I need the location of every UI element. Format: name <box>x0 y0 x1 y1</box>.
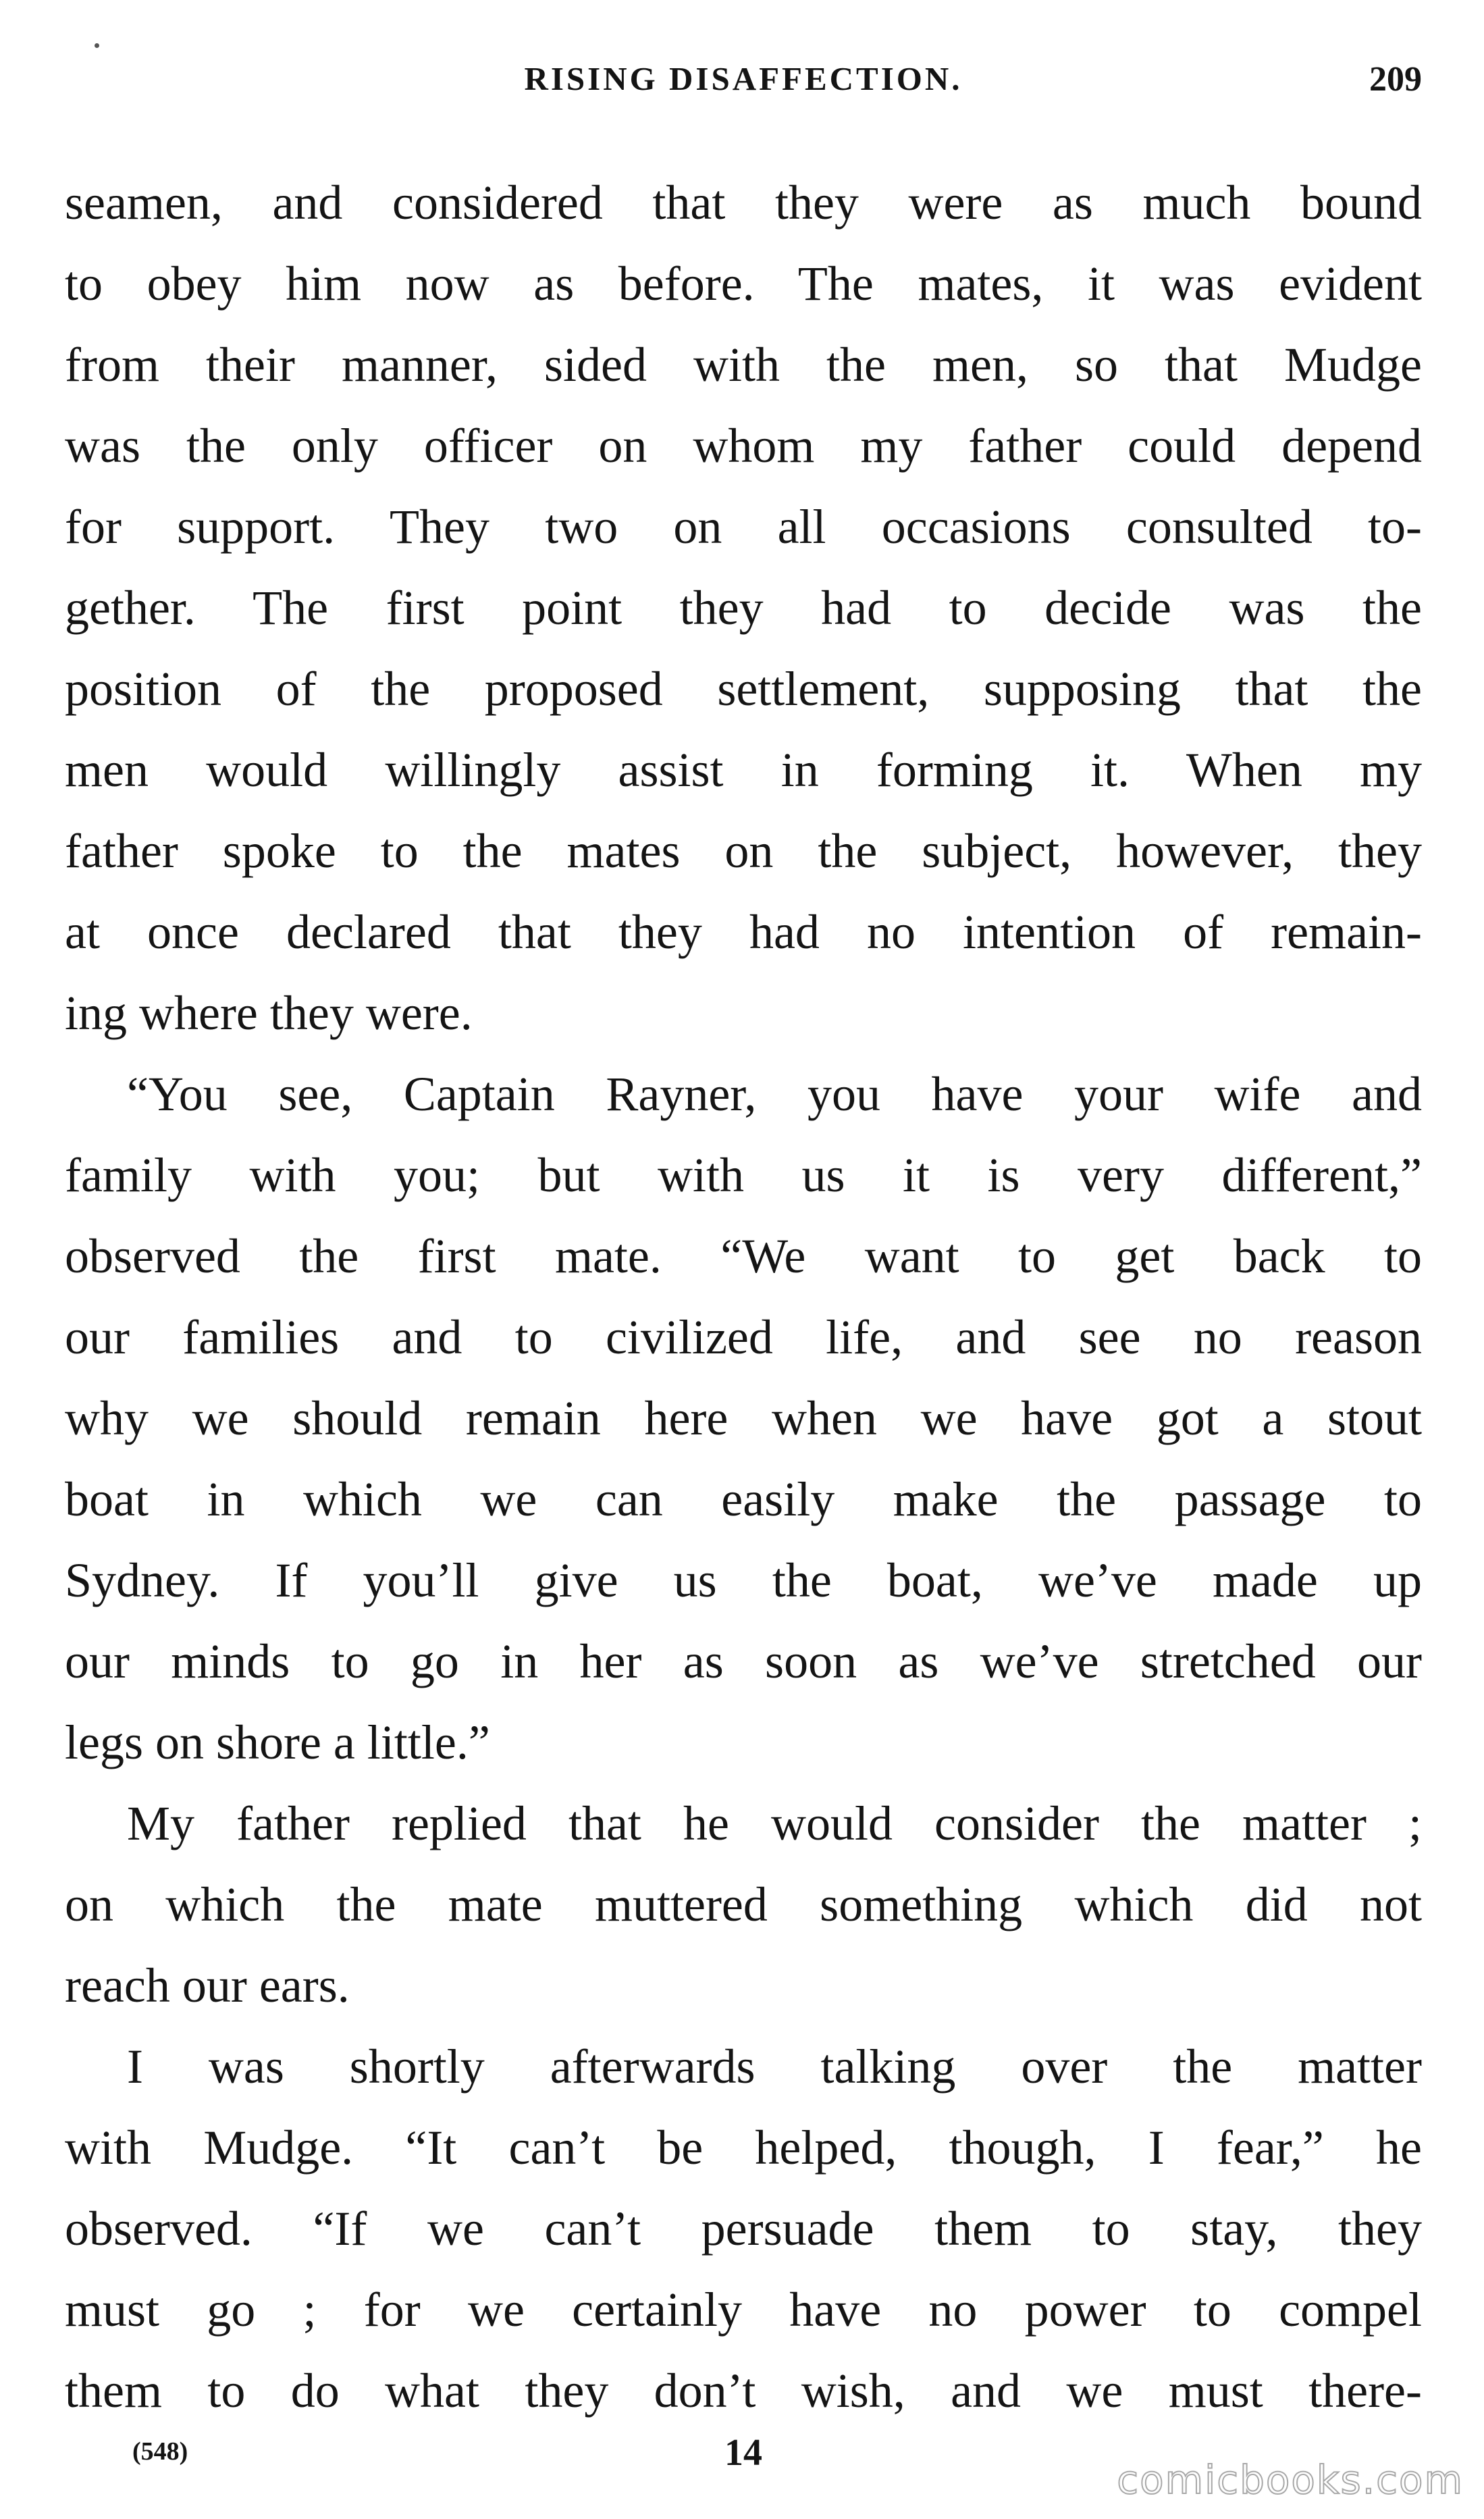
running-head <box>65 59 1422 113</box>
text-line: at once declared that they had no intention of remain- <box>65 905 1422 959</box>
text-line: was the only officer on whom my father could depend <box>65 419 1422 473</box>
text-line: Sydney. If you’ll give us the boat, we’ve made up <box>65 1553 1422 1607</box>
text-line: with Mudge. “It can’t be helped, though, I fear,” he <box>65 2121 1422 2175</box>
print-speck <box>95 43 99 48</box>
text-line: reach our ears. <box>65 1958 350 2012</box>
text-line: for support. They two on all occasions consulted to- <box>65 500 1422 554</box>
text-line: ing where they were. <box>65 986 473 1040</box>
text-line: on which the mate muttered something which did not <box>65 1877 1422 1931</box>
paragraph-4 <box>65 2026 1422 2431</box>
text-line: men would willingly assist in forming it. When my <box>65 743 1422 797</box>
running-title: RISING DISAFFECTION. <box>524 60 963 97</box>
page-number: 209 <box>1369 60 1422 99</box>
text-line: observed the first mate. “We want to get back to <box>65 1229 1422 1283</box>
signature-mark: (548) <box>132 2437 188 2466</box>
text-line: our minds to go in her as soon as we’ve stretched our <box>65 1634 1422 1688</box>
text-line: I was shortly afterwards talking over the matter <box>127 2040 1422 2094</box>
text-line: family with you; but with us it is very different,” <box>65 1148 1422 1202</box>
text-line: father spoke to the mates on the subject, however, they <box>65 824 1422 878</box>
text-line: why we should remain here when we have got a stout <box>65 1391 1422 1445</box>
paragraph-3 <box>65 1783 1422 2026</box>
text-line: observed. “If we can’t persuade them to stay, they <box>65 2202 1422 2256</box>
text-line: boat in which we can easily make the passage to <box>65 1472 1422 1526</box>
text-line: to obey him now as before. The mates, it was evident <box>65 257 1422 311</box>
text-line: position of the proposed settlement, supposing that the <box>65 662 1422 716</box>
text-line: must go ; for we certainly have no power to compel <box>65 2283 1422 2337</box>
text-line: from their manner, sided with the men, so that Mudge <box>65 338 1422 392</box>
paragraph-1 <box>65 162 1422 1054</box>
text-line: our families and to civilized life, and see no reason <box>65 1310 1422 1364</box>
text-line: them to do what they don’t wish, and we must there- <box>65 2364 1422 2418</box>
text-line: seamen, and considered that they were as much bound <box>65 176 1422 230</box>
text-line: gether. The first point they had to decide was the <box>65 581 1422 635</box>
text-line: “You see, Captain Rayner, you have your wife and <box>127 1067 1422 1121</box>
paragraph-2 <box>65 1054 1422 1783</box>
watermark-logo: comicbooks.com <box>1117 2457 1464 2503</box>
body-text <box>65 162 1422 2431</box>
text-line: legs on shore a little.” <box>65 1715 490 1769</box>
text-line: My father replied that he would consider the matter ; <box>127 1796 1422 1850</box>
sheet-number: 14 <box>724 2432 762 2474</box>
